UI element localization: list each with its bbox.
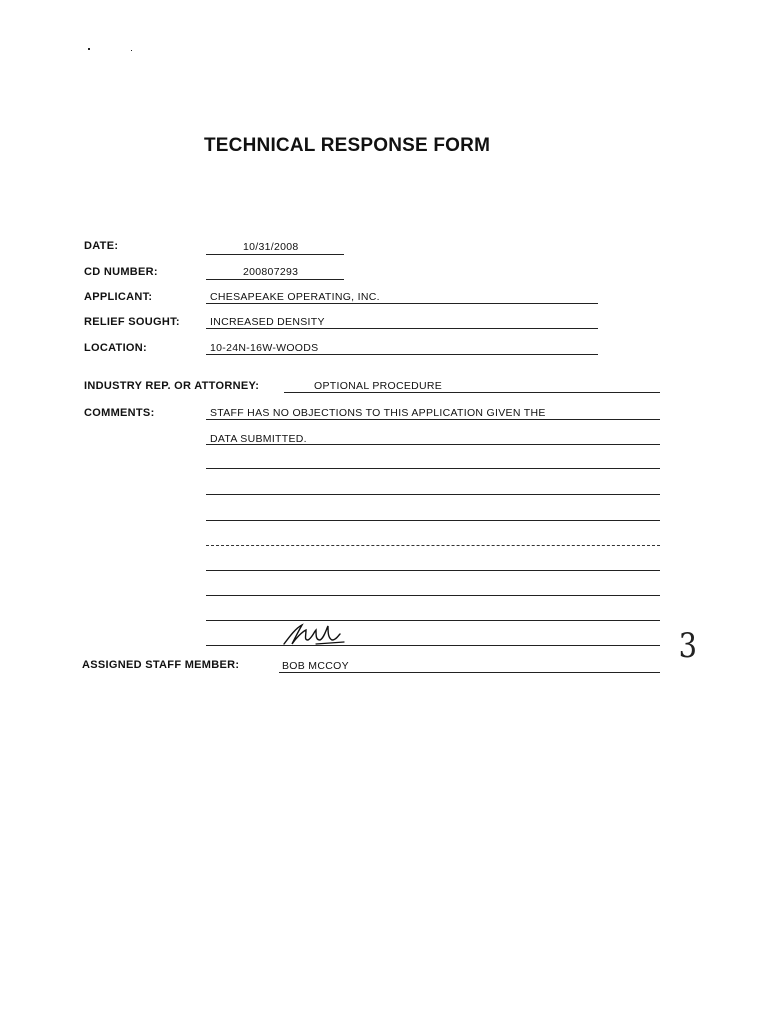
cd-number-value: 200807293 bbox=[243, 266, 299, 278]
date-underline bbox=[206, 254, 344, 255]
comments-blank-line bbox=[206, 520, 660, 521]
applicant-underline bbox=[206, 303, 598, 304]
signature-initials bbox=[280, 620, 350, 650]
comments-blank-line bbox=[206, 595, 660, 596]
industry-rep-underline bbox=[284, 392, 660, 393]
date-label: DATE: bbox=[84, 240, 119, 252]
comments-blank-line bbox=[206, 570, 660, 571]
comments-underline bbox=[206, 419, 660, 420]
relief-sought-underline bbox=[206, 328, 598, 329]
comments-blank-line bbox=[206, 494, 660, 495]
cd-number-label: CD NUMBER: bbox=[84, 266, 158, 278]
industry-rep-value: OPTIONAL PROCEDURE bbox=[314, 380, 443, 392]
comments-line-1: STAFF HAS NO OBJECTIONS TO THIS APPLICATION GIVEN THE bbox=[210, 407, 546, 419]
margin-note-number: 3 bbox=[678, 626, 698, 666]
applicant-value: CHESAPEAKE OPERATING, INC. bbox=[210, 291, 380, 303]
scan-speck bbox=[88, 48, 90, 50]
date-value: 10/31/2008 bbox=[243, 241, 299, 253]
applicant-label: APPLICANT: bbox=[84, 291, 153, 303]
comments-blank-line bbox=[206, 620, 660, 621]
cd-number-underline bbox=[206, 279, 344, 280]
signature-line bbox=[206, 645, 660, 646]
assigned-staff-value: BOB MCCOY bbox=[282, 660, 349, 672]
comments-label: COMMENTS: bbox=[84, 407, 155, 419]
assigned-staff-underline bbox=[279, 672, 660, 673]
industry-rep-label: INDUSTRY REP. OR ATTORNEY: bbox=[84, 380, 260, 392]
location-underline bbox=[206, 354, 598, 355]
relief-sought-label: RELIEF SOUGHT: bbox=[84, 316, 180, 328]
relief-sought-value: INCREASED DENSITY bbox=[210, 316, 325, 328]
location-value: 10-24N-16W-WOODS bbox=[210, 342, 319, 354]
page-title: TECHNICAL RESPONSE FORM bbox=[204, 135, 491, 156]
scan-speck bbox=[131, 50, 132, 51]
comments-line-2: DATA SUBMITTED. bbox=[210, 433, 307, 445]
comments-underline bbox=[206, 444, 660, 445]
comments-blank-line bbox=[206, 545, 660, 546]
assigned-staff-label: ASSIGNED STAFF MEMBER: bbox=[82, 659, 240, 671]
comments-blank-line bbox=[206, 468, 660, 469]
location-label: LOCATION: bbox=[84, 342, 147, 354]
